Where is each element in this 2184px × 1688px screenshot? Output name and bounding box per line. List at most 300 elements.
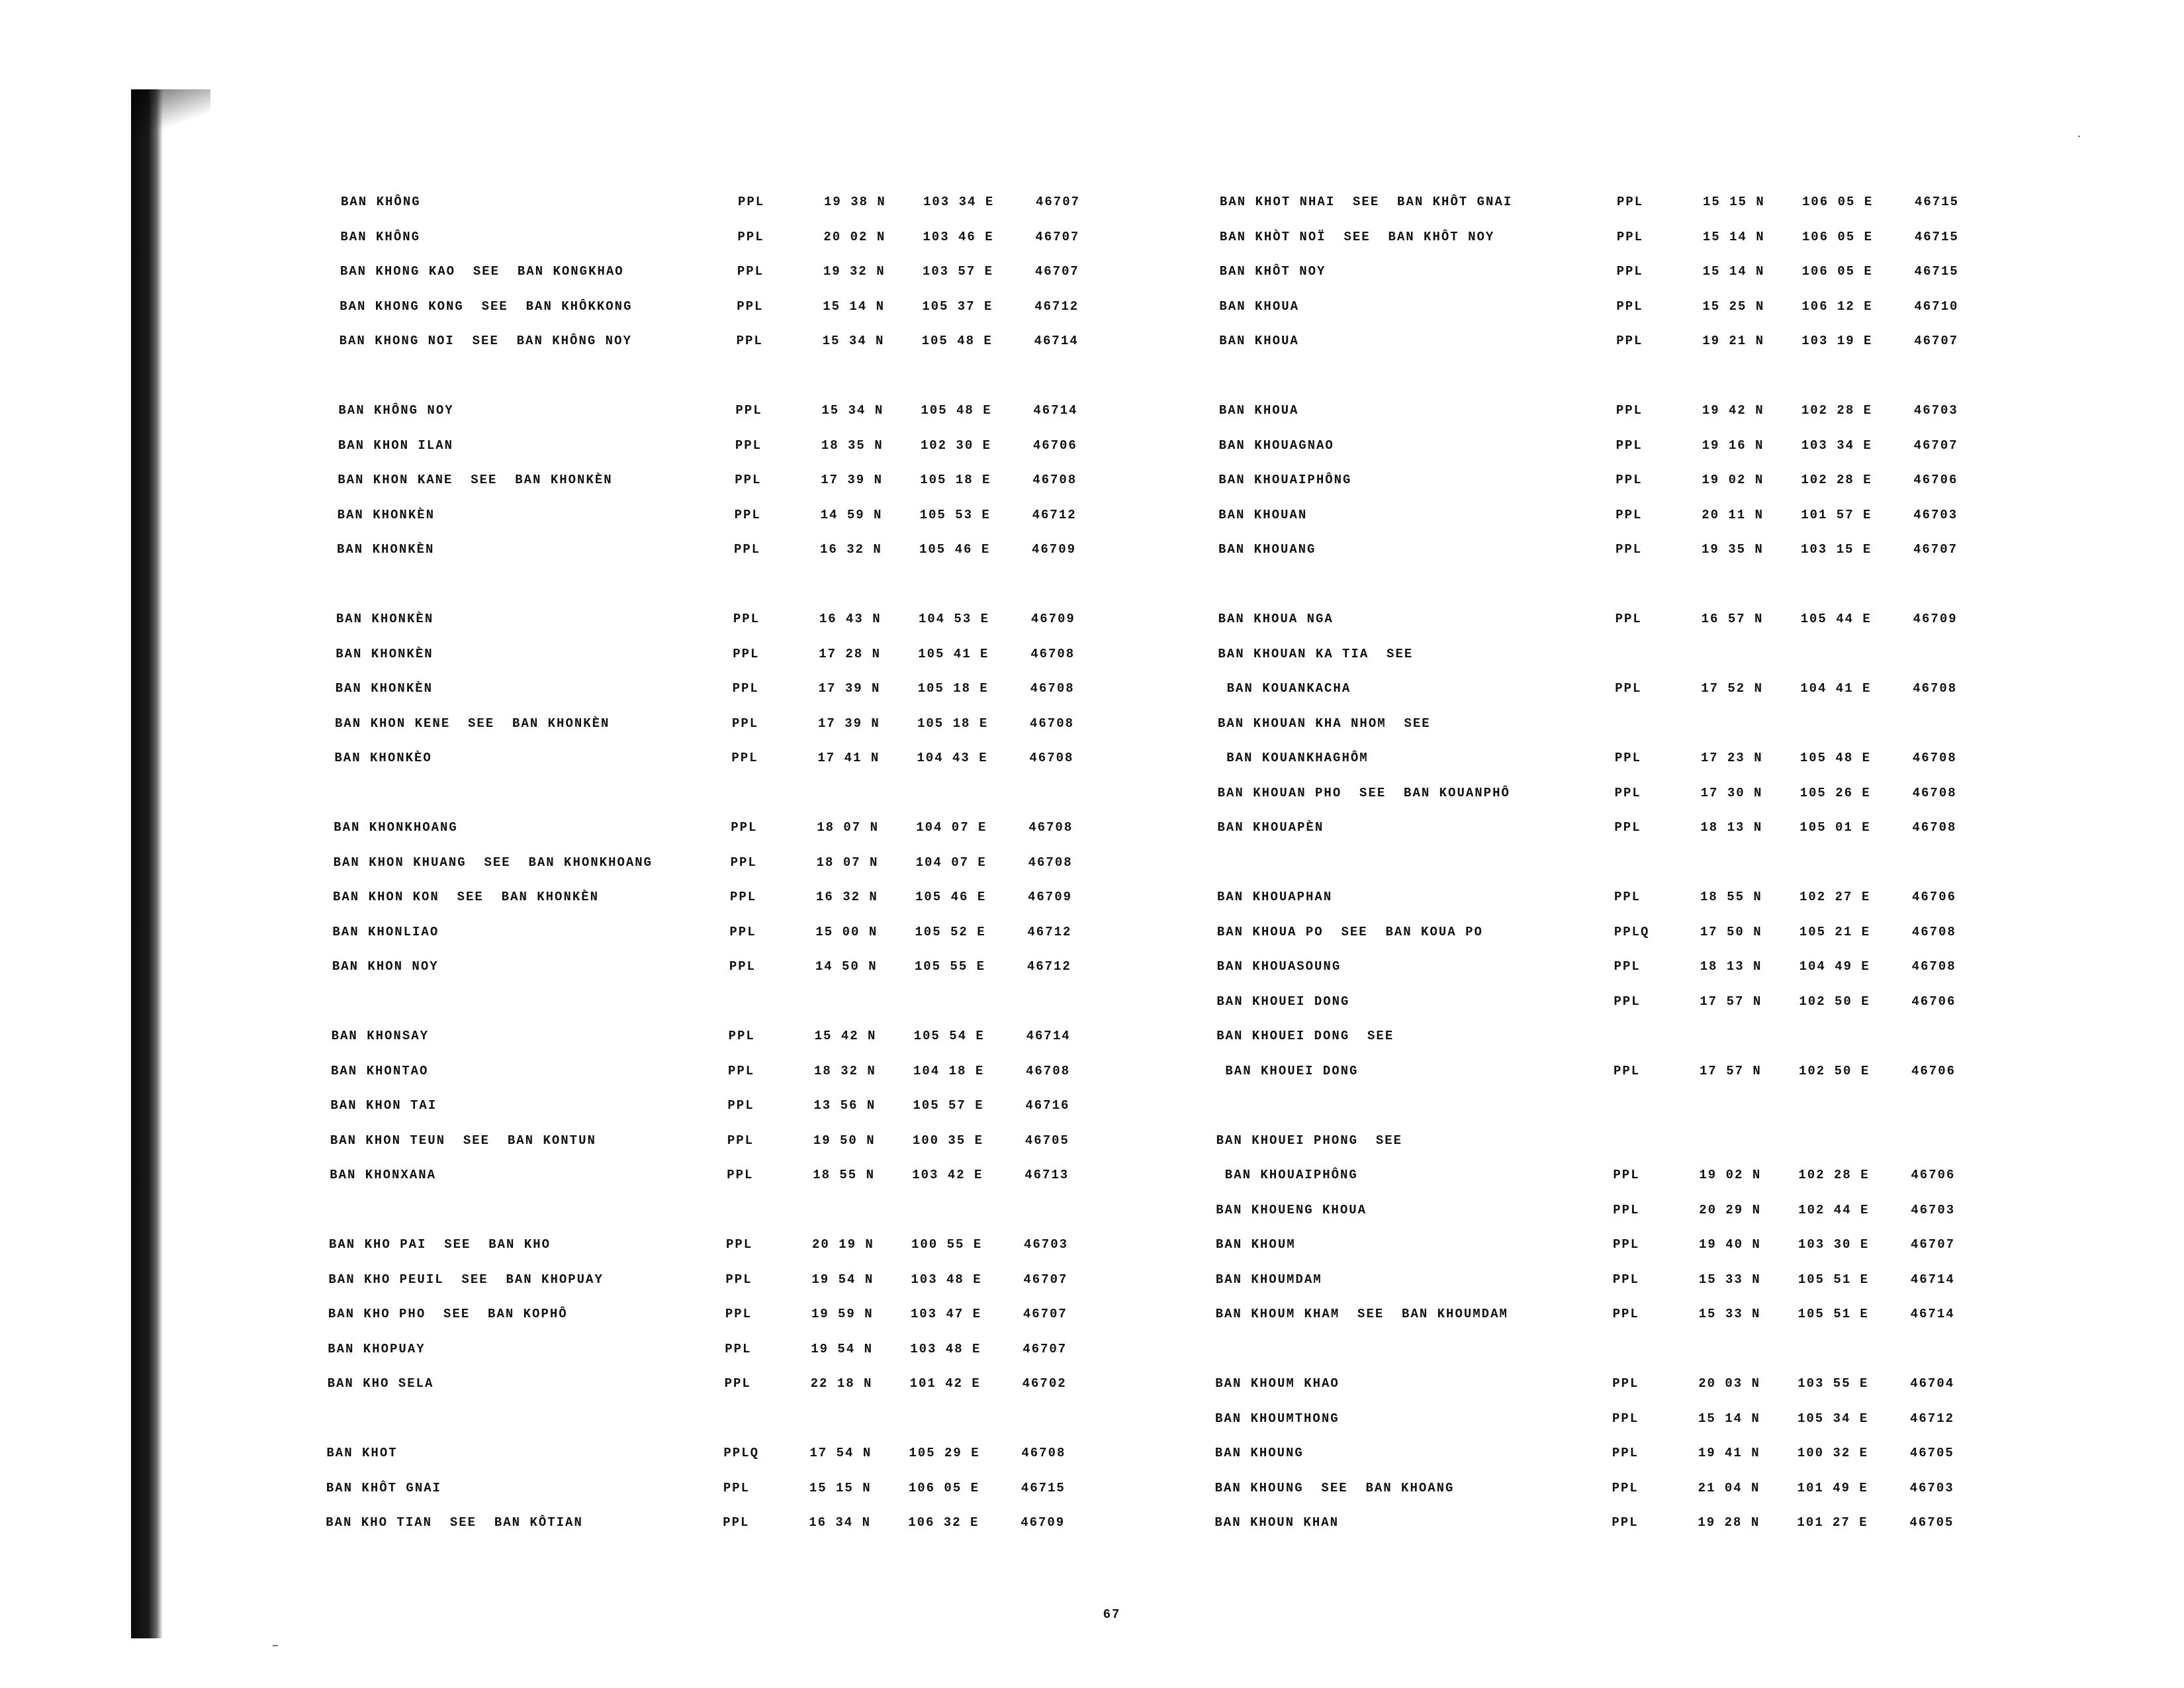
feature-type: PPL: [1614, 994, 1641, 1009]
feature-type: PPL: [731, 751, 758, 765]
longitude: 105 29 E: [909, 1446, 980, 1460]
latitude: 15 14 N: [1702, 264, 1765, 279]
longitude: 104 41 E: [1800, 681, 1872, 696]
place-name: BAN KHOUANG: [1218, 542, 1316, 557]
latitude: 16 32 N: [816, 890, 878, 904]
longitude: 105 34 E: [1797, 1411, 1869, 1426]
feature-type: PPL: [1615, 612, 1642, 626]
map-sheet-code: 46706: [1911, 1168, 1956, 1182]
latitude: 17 57 N: [1700, 994, 1762, 1009]
latitude: 18 35 N: [821, 438, 884, 453]
place-name: BAN KHON TAI: [330, 1098, 437, 1113]
map-sheet-code: 46715: [1914, 264, 1959, 279]
map-sheet-code: 46707: [1036, 195, 1081, 209]
place-name: BAN KHONKÈN: [336, 612, 434, 626]
longitude: 100 55 E: [911, 1237, 983, 1252]
place-name: BAN KHONSAY: [331, 1029, 430, 1043]
longitude: 105 55 E: [914, 959, 986, 974]
place-name: BAN KHO TIAN SEE BAN KÔTIAN: [326, 1515, 583, 1530]
map-sheet-code: 46706: [1911, 994, 1956, 1009]
latitude: 15 34 N: [822, 334, 885, 348]
longitude: 102 28 E: [1798, 1168, 1870, 1182]
feature-type: PPL: [1614, 1063, 1641, 1078]
map-sheet-code: 46714: [1026, 1029, 1071, 1043]
latitude: 17 39 N: [821, 473, 884, 487]
longitude: 105 57 E: [913, 1098, 984, 1113]
latitude: 15 14 N: [823, 299, 886, 314]
latitude: 15 33 N: [1698, 1307, 1761, 1321]
feature-type: PPL: [727, 1168, 754, 1182]
latitude: 17 28 N: [819, 646, 882, 661]
place-name: BAN KHOUNG SEE BAN KHOANG: [1214, 1480, 1455, 1495]
feature-type: PPL: [733, 646, 760, 661]
feature-type: PPL: [734, 542, 761, 557]
map-sheet-code: 46709: [1021, 1515, 1066, 1530]
feature-type: PPL: [1616, 264, 1643, 279]
latitude: 14 59 N: [820, 507, 883, 522]
longitude: 105 41 E: [918, 646, 989, 661]
place-name: BAN KHOUEI DONG SEE: [1216, 1029, 1394, 1043]
place-name: BAN KHON KON SEE BAN KHONKÈN: [333, 890, 600, 904]
latitude: 19 50 N: [813, 1133, 876, 1148]
map-sheet-code: 46708: [1021, 1446, 1066, 1460]
longitude: 104 18 E: [913, 1063, 985, 1078]
place-name: BAN KHO SELA: [327, 1376, 434, 1391]
map-sheet-code: 46703: [1909, 1480, 1954, 1495]
place-name: BAN KHOUAIPHÔNG: [1216, 1168, 1358, 1182]
place-name: BAN KHOUN KHAN: [1214, 1515, 1340, 1530]
latitude: 15 00 N: [815, 924, 878, 939]
feature-type: PPL: [1612, 1480, 1639, 1495]
place-name: BAN KHOUAN KHA NHOM SEE: [1218, 716, 1431, 731]
map-sheet-code: 46709: [1913, 612, 1958, 626]
latitude: 21 04 N: [1698, 1480, 1760, 1495]
map-sheet-code: 46703: [1913, 507, 1958, 522]
longitude: 103 48 E: [910, 1341, 981, 1356]
feature-type: PPL: [1615, 542, 1643, 557]
feature-type: PPL: [735, 403, 762, 418]
latitude: 17 57 N: [1700, 1063, 1762, 1078]
place-name: BAN KHOUMTHONG: [1215, 1411, 1340, 1426]
longitude: 103 30 E: [1798, 1237, 1870, 1252]
feature-type: PPL: [1612, 1376, 1639, 1391]
longitude: 105 21 E: [1799, 924, 1871, 939]
longitude: 105 26 E: [1799, 785, 1871, 800]
place-name: BAN KHO PEUIL SEE BAN KHOPUAY: [328, 1272, 604, 1287]
latitude: 15 14 N: [1698, 1411, 1760, 1426]
longitude: 105 01 E: [1799, 820, 1871, 835]
place-name: BAN KHON KANE SEE BAN KHONKÈN: [338, 473, 613, 487]
map-sheet-code: 46712: [1032, 507, 1077, 522]
place-name: BAN KHOUEI DONG: [1216, 1063, 1359, 1078]
latitude: 14 50 N: [815, 959, 878, 974]
feature-type: PPL: [1615, 403, 1643, 418]
map-sheet-code: 46706: [1913, 473, 1958, 487]
latitude: 17 50 N: [1700, 924, 1762, 939]
latitude: 18 32 N: [814, 1063, 876, 1078]
feature-type: PPL: [733, 612, 760, 626]
feature-type: PPL: [727, 1098, 754, 1113]
place-name: BAN KOUANKACHA: [1218, 681, 1351, 696]
place-name: BAN KHO PAI SEE BAN KHO: [329, 1237, 551, 1252]
feature-type: PPL: [1616, 334, 1643, 348]
latitude: 16 32 N: [820, 542, 882, 557]
place-name: BAN KHOUMDAM: [1215, 1272, 1322, 1287]
longitude: 105 48 E: [921, 334, 993, 348]
map-sheet-code: 46708: [1032, 473, 1077, 487]
latitude: 19 32 N: [823, 264, 886, 279]
map-sheet-code: 46707: [1034, 264, 1079, 279]
feature-type: PPL: [1615, 507, 1643, 522]
latitude: 17 30 N: [1700, 785, 1763, 800]
place-name: BAN KHONXANA: [330, 1168, 437, 1182]
feature-type: PPL: [730, 890, 757, 904]
feature-type: PPL: [725, 1307, 752, 1321]
place-name: BAN KHONKHOANG: [334, 820, 458, 835]
longitude: 105 46 E: [915, 890, 987, 904]
longitude: 101 42 E: [909, 1376, 981, 1391]
map-sheet-code: 46703: [1913, 403, 1958, 418]
longitude: 106 32 E: [908, 1515, 979, 1530]
place-name: BAN KHOUEI DONG: [1216, 994, 1350, 1009]
feature-type: PPL: [1615, 438, 1643, 453]
page-number: 67: [1103, 1607, 1121, 1622]
feature-type: PPLQ: [723, 1446, 760, 1460]
map-sheet-code: 46702: [1022, 1376, 1067, 1391]
place-name: BAN KHONKÈN: [335, 681, 433, 696]
map-sheet-code: 46708: [1912, 785, 1957, 800]
longitude: 100 35 E: [912, 1133, 984, 1148]
place-name: BAN KHOT: [326, 1446, 398, 1460]
place-name: BAN KHONKÈN: [337, 542, 435, 557]
latitude: 18 07 N: [817, 820, 880, 835]
map-sheet-code: 46703: [1024, 1237, 1069, 1252]
feature-type: PPL: [1614, 751, 1642, 765]
map-sheet-code: 46712: [1026, 959, 1071, 974]
place-name: BAN KHOUAPÈN: [1217, 820, 1324, 835]
longitude: 106 05 E: [908, 1480, 980, 1495]
feature-type: PPL: [1617, 195, 1644, 209]
latitude: 16 43 N: [819, 612, 882, 626]
map-sheet-code: 46709: [1028, 890, 1073, 904]
feature-type: PPL: [728, 1063, 755, 1078]
place-name: BAN KHON NOY: [332, 959, 439, 974]
longitude: 101 57 E: [1801, 507, 1872, 522]
place-name: BAN KHONG KONG SEE BAN KHÔKKONG: [340, 299, 633, 314]
latitude: 19 40 N: [1699, 1237, 1761, 1252]
latitude: 18 13 N: [1700, 820, 1763, 835]
longitude: 105 44 E: [1800, 612, 1872, 626]
feature-type: PPL: [1614, 820, 1641, 835]
latitude: 17 39 N: [818, 716, 880, 731]
map-sheet-code: 46714: [1033, 403, 1078, 418]
gazetteer-column-right: [1214, 192, 2014, 1530]
map-sheet-code: 46715: [1021, 1480, 1066, 1495]
place-name: BAN KHONKÈO: [334, 751, 432, 765]
place-name: BAN KHÔNG: [340, 229, 421, 244]
longitude: 103 47 E: [910, 1307, 982, 1321]
place-name: BAN KHOUENG KHOUA: [1216, 1202, 1367, 1217]
longitude: 103 48 E: [911, 1272, 982, 1287]
longitude: 101 49 E: [1797, 1480, 1868, 1495]
latitude: 19 38 N: [824, 195, 886, 209]
feature-type: PPL: [732, 716, 759, 731]
place-name: BAN KHOUAN KA TIA SEE: [1218, 646, 1414, 661]
map-sheet-code: 46708: [1911, 959, 1956, 974]
place-name: BAN KHOUM KHAO: [1215, 1376, 1340, 1391]
longitude: 106 05 E: [1802, 195, 1874, 209]
place-name: BAN KHOUA: [1218, 403, 1299, 418]
map-sheet-code: 46706: [1912, 890, 1957, 904]
place-name: BAN KHON TEUN SEE BAN KONTUN: [330, 1133, 596, 1148]
feature-type: PPL: [735, 438, 762, 453]
longitude: 105 48 E: [921, 403, 992, 418]
place-name: BAN KHÔNG NOY: [338, 403, 454, 418]
latitude: 17 23 N: [1700, 751, 1763, 765]
feature-type: PPL: [727, 1133, 754, 1148]
latitude: 19 02 N: [1702, 473, 1764, 487]
latitude: 19 54 N: [811, 1272, 874, 1287]
map-sheet-code: 46708: [1030, 646, 1075, 661]
map-sheet-code: 46715: [1914, 229, 1959, 244]
latitude: 17 52 N: [1701, 681, 1764, 696]
longitude: 104 49 E: [1799, 959, 1870, 974]
feature-type: PPL: [1614, 959, 1641, 974]
map-sheet-code: 46704: [1910, 1376, 1955, 1391]
longitude: 102 30 E: [920, 438, 992, 453]
feature-type: PPL: [1612, 1515, 1639, 1530]
place-name: BAN KHOUA: [1219, 334, 1299, 348]
latitude: 18 55 N: [1700, 890, 1762, 904]
latitude: 19 28 N: [1698, 1515, 1760, 1530]
longitude: 102 28 E: [1801, 473, 1872, 487]
longitude: 103 55 E: [1797, 1376, 1869, 1391]
longitude: 104 53 E: [918, 612, 990, 626]
map-sheet-code: 46705: [1909, 1515, 1954, 1530]
map-sheet-code: 46708: [1912, 751, 1957, 765]
place-name: BAN KHOUAN: [1218, 507, 1308, 522]
feature-type: PPL: [729, 959, 756, 974]
longitude: 105 51 E: [1797, 1307, 1869, 1321]
map-sheet-code: 46705: [1909, 1446, 1954, 1460]
place-name: BAN KHONLIAO: [332, 924, 439, 939]
feature-type: PPL: [1612, 1307, 1639, 1321]
place-name: BAN KHOUM KHAM SEE BAN KHOUMDAM: [1215, 1307, 1508, 1321]
map-sheet-code: 46708: [1028, 820, 1073, 835]
feature-type: PPL: [1615, 681, 1642, 696]
feature-type: PPL: [732, 681, 759, 696]
feature-type: PPL: [731, 820, 758, 835]
map-sheet-code: 46714: [1910, 1307, 1955, 1321]
latitude: 15 33 N: [1698, 1272, 1761, 1287]
longitude: 106 12 E: [1801, 299, 1873, 314]
place-name: BAN KOUANKHAGHÔM: [1217, 751, 1369, 765]
feature-type: PPL: [735, 473, 762, 487]
place-name: BAN KHOUEI PHONG SEE: [1216, 1133, 1403, 1148]
place-name: BAN KHÔT GNAI: [326, 1480, 442, 1495]
latitude: 19 54 N: [811, 1341, 874, 1356]
map-sheet-code: 46706: [1911, 1063, 1956, 1078]
map-sheet-code: 46703: [1911, 1202, 1956, 1217]
longitude: 102 27 E: [1799, 890, 1871, 904]
longitude: 105 53 E: [919, 507, 991, 522]
latitude: 19 41 N: [1698, 1446, 1760, 1460]
map-sheet-code: 46707: [1911, 1237, 1956, 1252]
longitude: 105 18 E: [917, 681, 989, 696]
map-sheet-code: 46709: [1032, 542, 1077, 557]
feature-type: PPL: [736, 334, 763, 348]
place-name: BAN KHÔT NOY: [1219, 264, 1326, 279]
latitude: 18 55 N: [813, 1168, 876, 1182]
place-name: BAN KHÒT NOÏ SEE BAN KHÔT NOY: [1219, 229, 1495, 244]
latitude: 19 59 N: [811, 1307, 874, 1321]
place-name: BAN KHO PHO SEE BAN KOPHÔ: [328, 1307, 568, 1321]
place-name: BAN KHOUA PO SEE BAN KOUA PO: [1216, 924, 1483, 939]
longitude: 100 32 E: [1797, 1446, 1869, 1460]
longitude: 102 28 E: [1801, 403, 1873, 418]
scanned-page-edge: [131, 89, 163, 1638]
feature-type: PPL: [726, 1237, 753, 1252]
latitude: 19 42 N: [1702, 403, 1764, 418]
map-sheet-code: 46707: [1913, 438, 1958, 453]
place-name: BAN KHOUAIPHÔNG: [1218, 473, 1352, 487]
longitude: 105 18 E: [917, 716, 989, 731]
longitude: 103 34 E: [923, 195, 995, 209]
map-sheet-code: 46706: [1032, 438, 1077, 453]
map-sheet-code: 46708: [1028, 855, 1073, 870]
feature-type: PPL: [723, 1480, 751, 1495]
place-name: BAN KHONG KAO SEE BAN KONGKHAO: [340, 264, 624, 279]
map-sheet-code: 46710: [1914, 299, 1959, 314]
map-sheet-code: 46708: [1026, 1063, 1071, 1078]
longitude: 102 50 E: [1799, 994, 1870, 1009]
latitude: 19 16 N: [1702, 438, 1764, 453]
feature-type: PPL: [1614, 785, 1641, 800]
place-name: BAN KHON KHUANG SEE BAN KHONKHOANG: [333, 855, 653, 870]
map-sheet-code: 46707: [1914, 334, 1959, 348]
longitude: 105 37 E: [922, 299, 993, 314]
latitude: 18 07 N: [816, 855, 879, 870]
latitude: 13 56 N: [813, 1098, 876, 1113]
longitude: 103 57 E: [922, 264, 994, 279]
latitude: 15 34 N: [821, 403, 884, 418]
latitude: 15 14 N: [1702, 229, 1765, 244]
latitude: 18 13 N: [1700, 959, 1762, 974]
feature-type: PPL: [1612, 1411, 1639, 1426]
latitude: 16 57 N: [1701, 612, 1764, 626]
longitude: 105 54 E: [913, 1029, 985, 1043]
longitude: 105 18 E: [920, 473, 991, 487]
feature-type: PPL: [1613, 1168, 1640, 1182]
latitude: 15 25 N: [1702, 299, 1765, 314]
longitude: 104 07 E: [915, 855, 987, 870]
longitude: 103 19 E: [1801, 334, 1873, 348]
feature-type: PPL: [730, 855, 757, 870]
place-name: BAN KHONG NOI SEE BAN KHÔNG NOY: [339, 334, 632, 348]
place-name: BAN KHOT NHAI SEE BAN KHÔT GNAI: [1220, 195, 1513, 209]
latitude: 17 41 N: [817, 751, 880, 765]
map-sheet-code: 46709: [1030, 612, 1075, 626]
latitude: 15 42 N: [814, 1029, 877, 1043]
feature-type: PPLQ: [1614, 924, 1650, 939]
longitude: 103 34 E: [1801, 438, 1872, 453]
map-sheet-code: 46713: [1024, 1168, 1069, 1182]
latitude: 15 15 N: [1703, 195, 1765, 209]
latitude: 15 15 N: [809, 1480, 872, 1495]
place-name: BAN KHOPUAY: [328, 1341, 426, 1356]
feature-type: PPL: [1615, 473, 1643, 487]
feature-type: PPL: [725, 1341, 752, 1356]
feature-type: PPL: [1616, 229, 1644, 244]
map-sheet-code: 46708: [1913, 681, 1958, 696]
place-name: BAN KHÔNG: [341, 195, 421, 209]
feature-type: PPL: [737, 264, 764, 279]
latitude: 17 39 N: [818, 681, 881, 696]
map-sheet-code: 46714: [1034, 334, 1079, 348]
latitude: 19 35 N: [1702, 542, 1764, 557]
feature-type: PPL: [1616, 299, 1643, 314]
longitude: 105 51 E: [1797, 1272, 1870, 1287]
latitude: 22 18 N: [810, 1376, 873, 1391]
map-sheet-code: 46712: [1034, 299, 1079, 314]
map-sheet-code: 46715: [1915, 195, 1960, 209]
map-sheet-code: 46708: [1029, 751, 1074, 765]
place-name: BAN KHOUAPHAN: [1217, 890, 1333, 904]
longitude: 102 44 E: [1798, 1202, 1870, 1217]
map-sheet-code: 46707: [1913, 542, 1958, 557]
longitude: 103 42 E: [912, 1168, 983, 1182]
feature-type: PPL: [1613, 1237, 1640, 1252]
feature-type: PPL: [1613, 1202, 1640, 1217]
place-name: BAN KHON KENE SEE BAN KHONKÈN: [335, 716, 610, 731]
place-name: BAN KHONKÈN: [337, 507, 435, 522]
feature-type: PPL: [738, 195, 765, 209]
map-sheet-code: 46712: [1910, 1411, 1955, 1426]
scan-speck: [273, 1645, 278, 1646]
latitude: 20 29 N: [1699, 1202, 1762, 1217]
longitude: 105 46 E: [919, 542, 991, 557]
map-sheet-code: 46707: [1023, 1272, 1068, 1287]
latitude: 19 02 N: [1699, 1168, 1762, 1182]
feature-type: PPL: [725, 1272, 752, 1287]
latitude: 20 03 N: [1698, 1376, 1761, 1391]
map-sheet-code: 46708: [1030, 681, 1075, 696]
scanned-page-edge-shadow: [131, 89, 210, 136]
feature-type: PPL: [729, 924, 756, 939]
longitude: 102 50 E: [1799, 1063, 1870, 1078]
place-name: BAN KHOUAN PHO SEE BAN KOUANPHÔ: [1217, 785, 1510, 800]
map-sheet-code: 46705: [1024, 1133, 1069, 1148]
feature-type: PPL: [1612, 1272, 1640, 1287]
place-name: BAN KHOUNG: [1214, 1446, 1304, 1460]
place-name: BAN KHONKÈN: [336, 646, 433, 661]
map-sheet-code: 46708: [1911, 924, 1956, 939]
longitude: 104 07 E: [916, 820, 987, 835]
longitude: 103 15 E: [1801, 542, 1872, 557]
longitude: 106 05 E: [1801, 229, 1874, 244]
longitude: 103 46 E: [923, 229, 994, 244]
feature-type: PPL: [724, 1376, 751, 1391]
feature-type: PPL: [1612, 1446, 1639, 1460]
place-name: BAN KHOUAGNAO: [1218, 438, 1334, 453]
map-sheet-code: 46708: [1030, 716, 1075, 731]
latitude: 16 34 N: [809, 1515, 872, 1530]
place-name: BAN KHOUA NGA: [1218, 612, 1334, 626]
map-sheet-code: 46716: [1025, 1098, 1070, 1113]
place-name: BAN KHON ILAN: [338, 438, 454, 453]
latitude: 19 21 N: [1702, 334, 1765, 348]
feature-type: PPL: [728, 1029, 755, 1043]
